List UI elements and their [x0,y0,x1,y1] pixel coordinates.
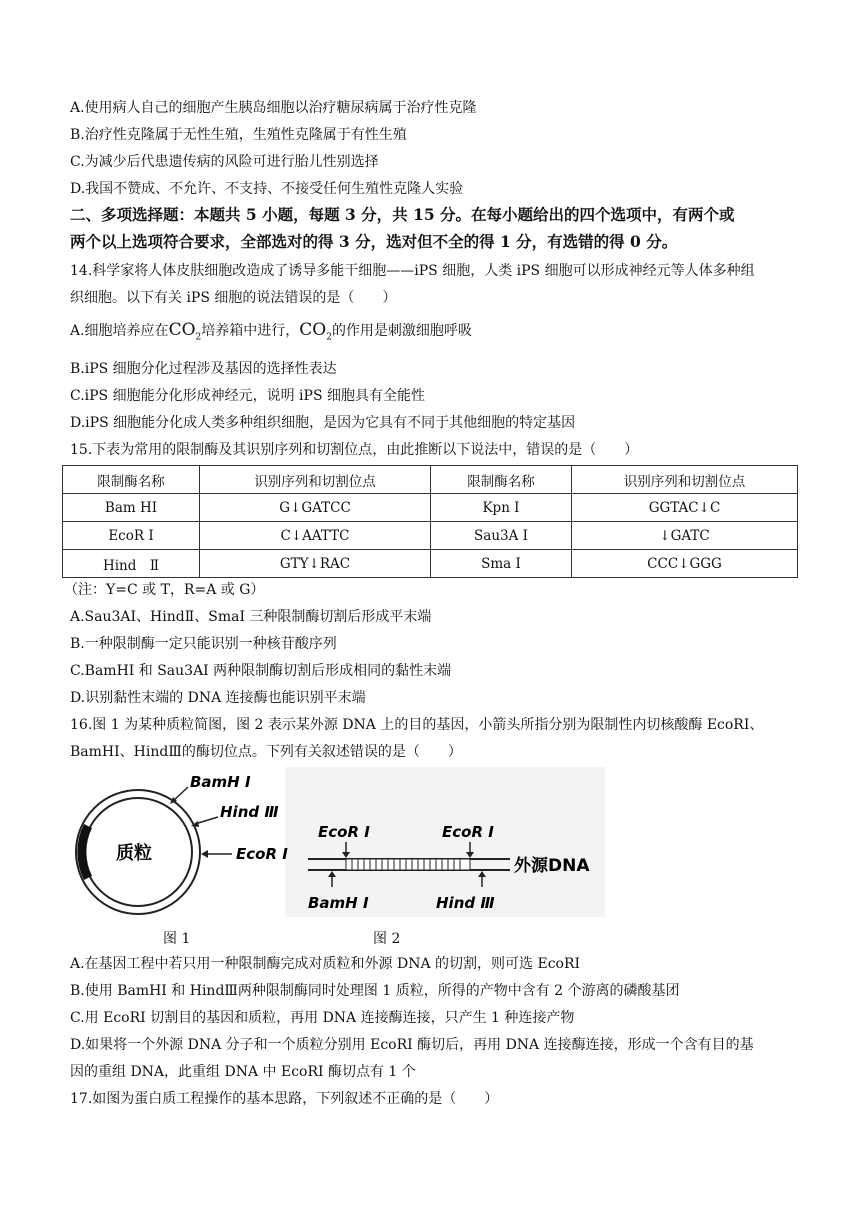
q15-option-c: C.BamHI 和 Sau3AI 两种限制酶切割后形成相同的黏性末端 [70,663,452,679]
table-header-row [63,466,798,494]
q15-option-d: D.识别黏性末端的 DNA 连接酶也能识别平末端 [70,690,366,706]
q15-option-a: A.Sau3AI、HindⅡ、SmaI 三种限制酶切割后形成平末端 [70,609,432,625]
section2-heading-line1: 二、多项选择题：本题共 5 小题，每题 3 分，共 15 分。在每小题给出的四个选项中，有两个或 [70,205,735,224]
q13-option-b: B.治疗性克隆属于无性生殖，生殖性克隆属于有性生殖 [70,127,407,143]
q16-option-c: C.用 EcoRI 切割目的基因和质粒，再用 DNA 连接酶连接，只产生 1 种连接产物 [70,1010,575,1026]
table-row [63,550,798,578]
q16-option-a: A.在基因工程中若只用一种限制酶完成对质粒和外源 DNA 的切割，则可选 EcoRI [70,956,581,972]
q14-option-d: D.iPS 细胞能分化成人类多种组织细胞，是因为它具有不同于其他细胞的特定基因 [70,415,576,431]
table-cell: EcoR I [63,522,200,550]
q16-option-b: B.使用 BamHI 和 HindⅢ两种限制酶同时处理图 1 质粒，所得的产物中含有 2 个游离的磷酸基团 [70,983,680,999]
table-row [63,522,798,550]
plasmid-label: 质粒 [116,843,152,864]
figure1-caption: 图 1 [163,931,191,947]
q15-option-b: B.一种限制酶一定只能识别一种核苷酸序列 [70,636,337,652]
table-row [63,494,798,522]
table-header-cell: 限制酶名称 [63,466,200,494]
table-cell: Bam HI [63,494,200,522]
table-cell: GTY↓RAC [200,550,431,578]
table-header-cell: 识别序列和切割位点 [572,466,798,494]
q15-note: （注：Y=C 或 T，R=A 或 G） [64,582,265,598]
plasmid-and-dna-diagram [70,762,610,922]
table-cell: Sau3A I [431,522,572,550]
q16-figure [70,762,610,952]
plasmid-hind-label: Hind Ⅲ [220,803,279,821]
q16-option-d-line1: D.如果将一个外源 DNA 分子和一个质粒分别用 EcoRI 酶切后，再用 DNA 连接酶连接，形成一个含有目的基 [70,1037,754,1053]
table-cell: G↓GATCC [200,494,431,522]
q13-option-a: A.使用病人自己的细胞产生胰岛细胞以治疗糖尿病属于治疗性克隆 [70,100,477,116]
q14-stem-line2: 织细胞。以下有关 iPS 细胞的说法错误的是（ ） [70,290,397,306]
table-cell: C↓AATTC [200,522,431,550]
table-header-cell: 限制酶名称 [431,466,572,494]
section2-heading-line2: 两个以上选项符合要求，全部选对的得 3 分，选对但不全的得 1 分，有选错的得 0 分。 [70,232,678,251]
q14-option-c: C.iPS 细胞能分化形成神经元，说明 iPS 细胞具有全能性 [70,388,425,404]
q16-stem-line2: BamHI、HindⅢ的酶切位点。下列有关叙述错误的是（ ） [70,744,462,760]
q14-stem-line1: 14.科学家将人体皮肤细胞改造成了诱导多能干细胞——iPS 细胞，人类 iPS 细胞可以形成神经元等人体多种组 [70,263,755,279]
q17-stem: 17.如图为蛋白质工程操作的基本思路，下列叙述不正确的是（ ） [70,1091,499,1107]
co2-formula: $CO_2$ [168,320,202,343]
table-cell: CCC↓GGG [572,550,798,578]
dna-bamh-label: BamH Ⅰ [308,894,369,912]
plasmid-figure [76,773,288,914]
table-header-cell: 识别序列和切割位点 [200,466,431,494]
q13-option-c: C.为减少后代患遗传病的风险可进行胎儿性别选择 [70,154,379,170]
table-cell: Sma I [431,550,572,578]
q15-stem: 15.下表为常用的限制酶及其识别序列和切割位点，由此推断以下说法中，错误的是（ ） [70,442,639,458]
q16-option-d-line2: 因的重组 DNA，此重组 DNA 中 EcoRI 酶切点有 1 个 [70,1064,416,1080]
enzyme-table [62,465,798,578]
q16-stem-line1: 16.图 1 为某种质粒简图，图 2 表示某外源 DNA 上的目的基因，小箭头所指分别为限制性内切核酸酶 EcoRI、 [70,717,764,733]
table-cell: GGTAC↓C [572,494,798,522]
dna-ecor-right-label: EcoR Ⅰ [442,823,494,841]
co2-formula: $CO_2$ [299,320,332,343]
dna-hind-label: Hind Ⅲ [436,894,495,912]
target-gene-segment [346,859,470,870]
table-cell: Kpn I [431,494,572,522]
table-cell: ↓GATC [572,522,798,550]
figure2-caption: 图 2 [373,931,401,947]
dna-ecor-left-label: EcoR Ⅰ [318,823,370,841]
plasmid-ecor-label: EcoR Ⅰ [236,845,288,863]
q14-option-b: B.iPS 细胞分化过程涉及基因的选择性表达 [70,361,337,377]
table-cell: Hind Ⅱ [63,550,200,578]
foreign-dna-label: 外源DNA [514,856,590,876]
q13-option-d: D.我国不赞成、不允许、不支持、不接受任何生殖性克隆人实验 [70,181,464,197]
plasmid-bamh-label: BamH Ⅰ [190,773,251,791]
q14-option-a: A.细胞培养应在$CO_2$培养箱中进行，$CO_2$的作用是刺激细胞呼吸 [70,320,472,343]
